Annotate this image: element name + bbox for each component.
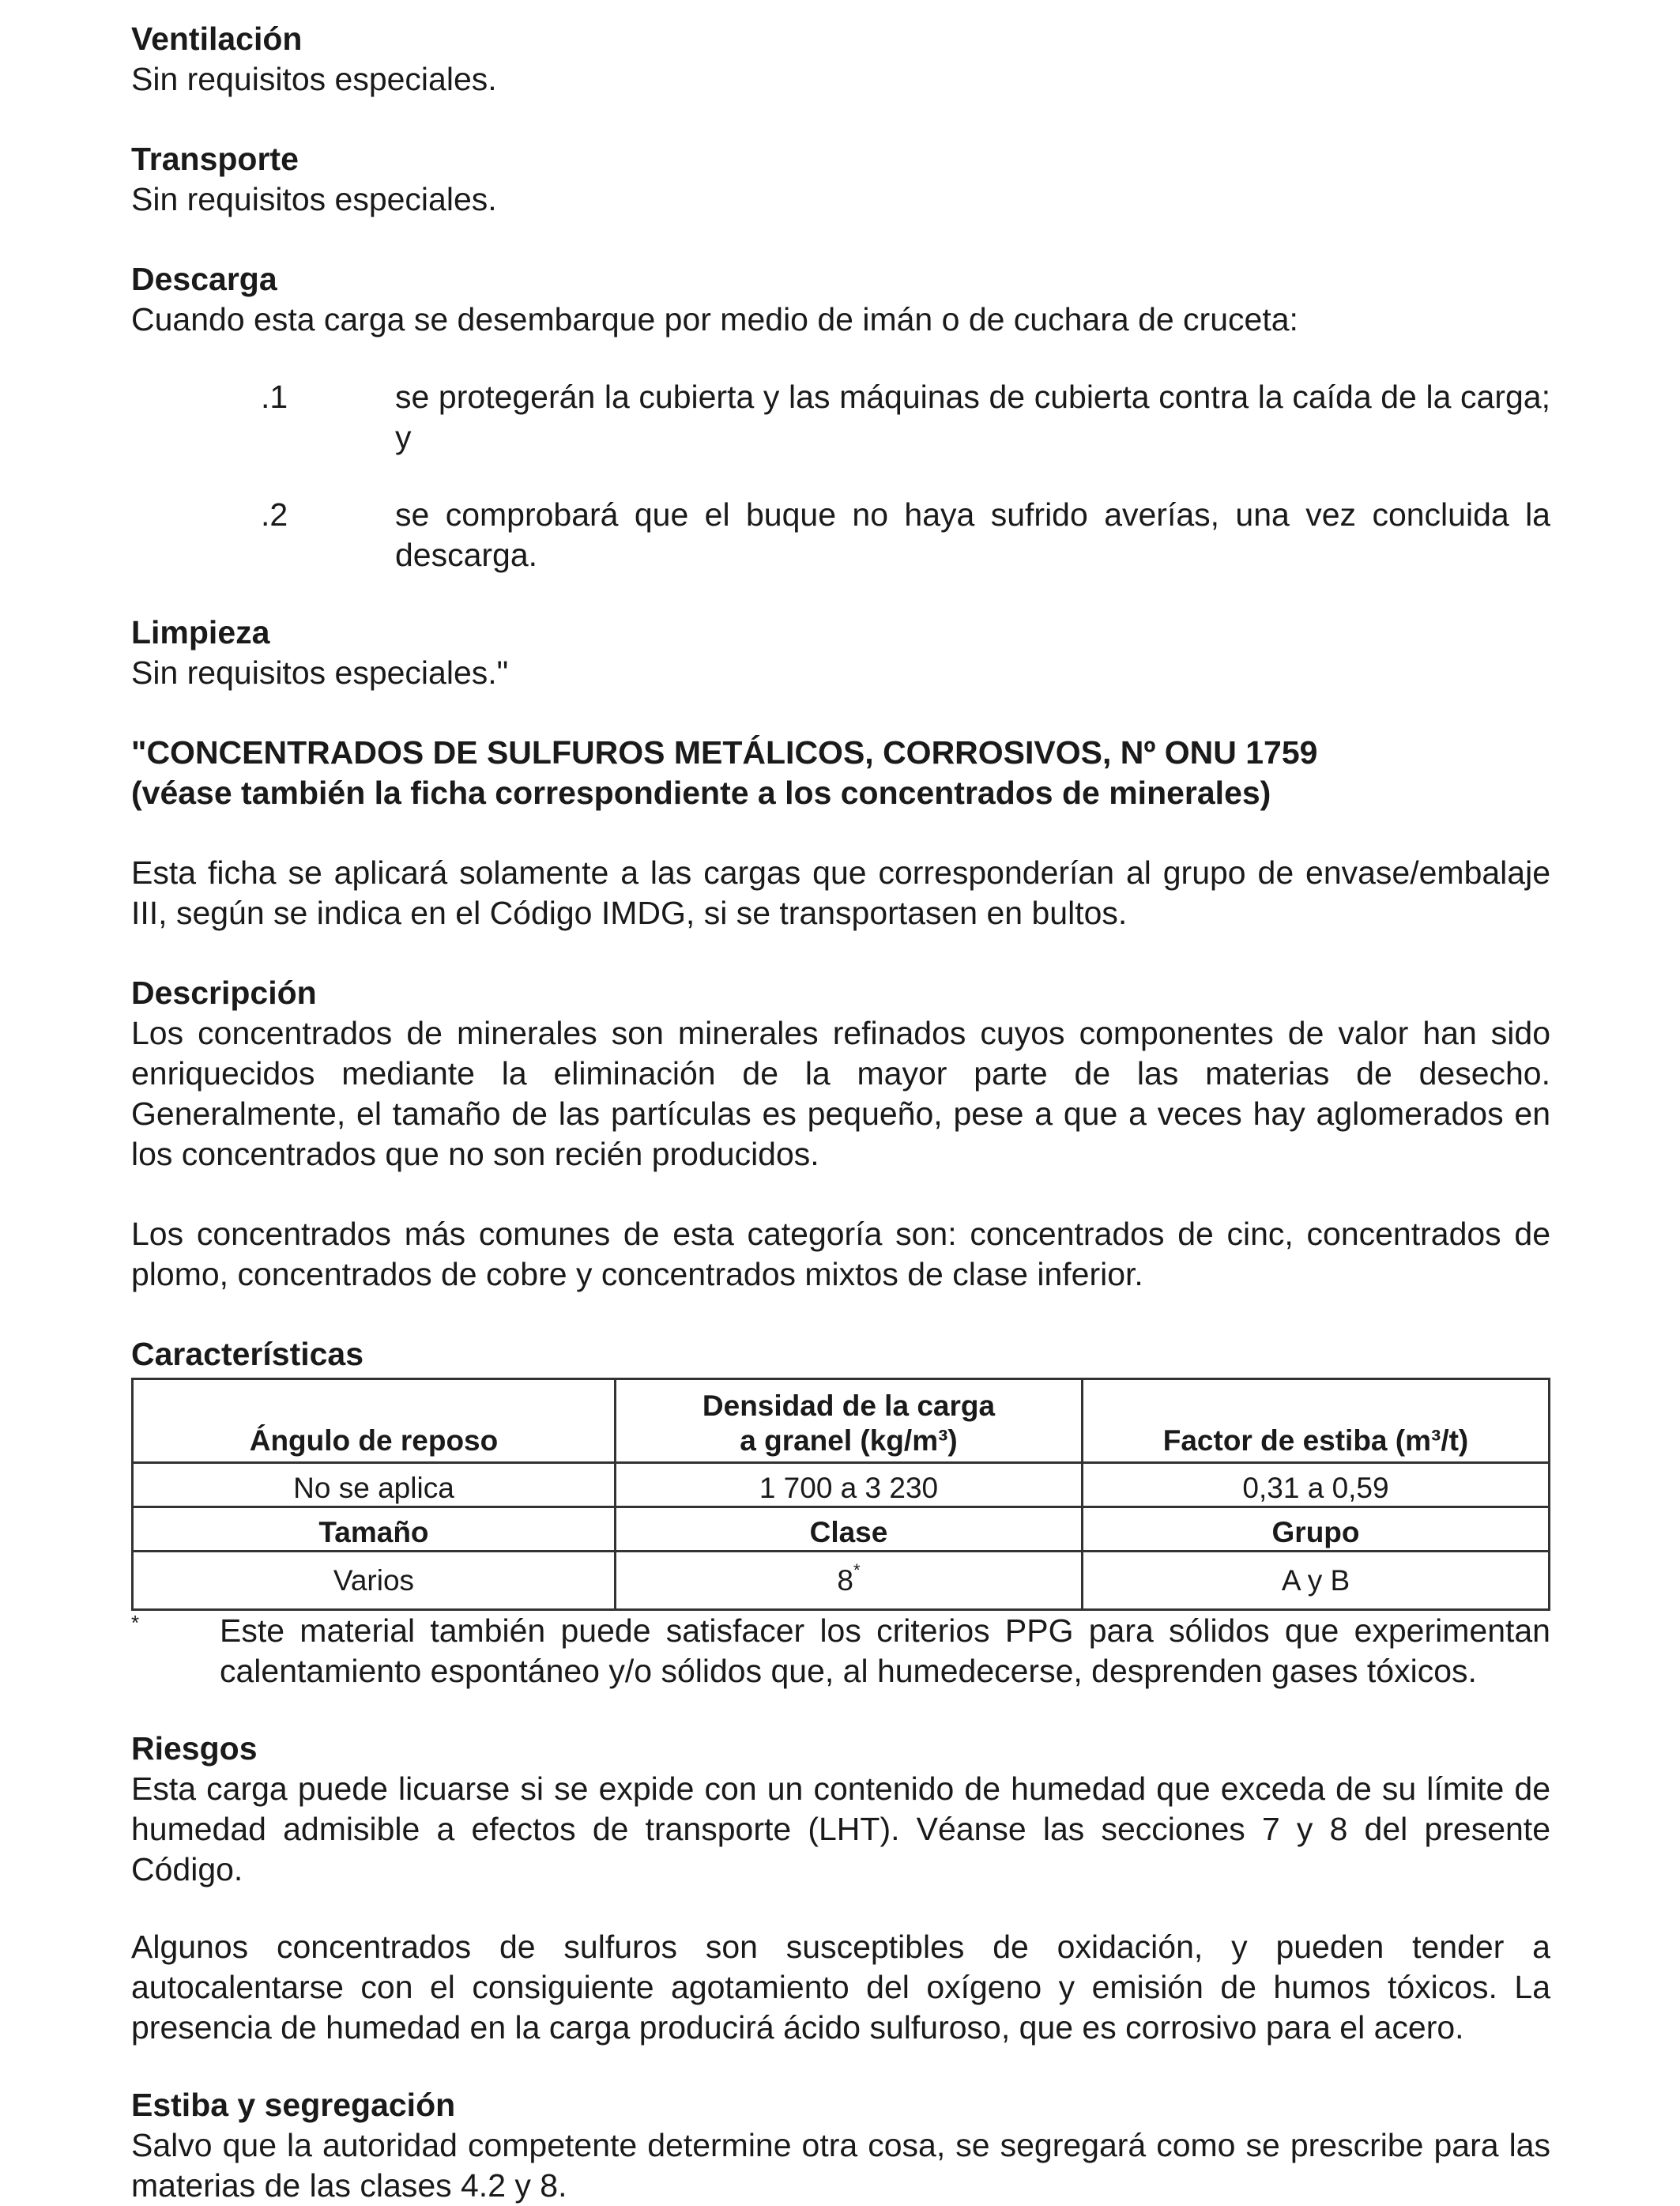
- transporte-text: Sin requisitos especiales.: [131, 181, 497, 217]
- limpieza-text: Sin requisitos especiales.": [131, 654, 509, 691]
- schedule-title-line2: (véase también la ficha correspondiente a los concentrados de minerales): [131, 775, 1271, 811]
- estiba-heading: Estiba y segregación: [131, 2087, 456, 2123]
- header-bulk-density: [615, 1379, 1082, 1463]
- table-row: [133, 1552, 1550, 1610]
- cell-stowage-factor: 0,31 a 0,59: [1083, 1463, 1550, 1507]
- descripcion-paragraph-2: Los concentrados más comunes de esta categoría son: concentrados de cinc, concentrados de plomo, concentrados de cobre y concentrados mixtos de clase inferior.: [131, 1216, 1550, 1292]
- item-number: .1: [261, 379, 288, 415]
- footnote-reference: *: [853, 1560, 861, 1581]
- header-angle-of-repose: Ángulo de reposo: [133, 1379, 616, 1463]
- header-size: Tamaño: [133, 1507, 616, 1552]
- ventilacion-heading: Ventilación: [131, 21, 303, 57]
- cell-class-value: 8: [837, 1563, 853, 1597]
- cell-bulk-density: 1 700 a 3 230: [615, 1463, 1082, 1507]
- riesgos-paragraph-2: Algunos concentrados de sulfuros son susceptibles de oxidación, y pueden tender a autocalentarse con el consiguiente agotamiento del oxígeno y emisión de humos tóxicos. La presencia de humedad en la carga producirá ácido sulfuroso, que es corrosivo para el acero.: [131, 1929, 1550, 2046]
- characteristics-table: [131, 1378, 1550, 1611]
- cell-angle-of-repose: No se aplica: [133, 1463, 616, 1507]
- applicability-text: Esta ficha se aplicará solamente a las cargas que corresponderían al grupo de envase/embalaje III, según se indica en el Código IMDG, si se transportasen en bultos.: [131, 854, 1550, 931]
- document-page: [131, 19, 1550, 2206]
- header-stowage-factor: Factor de estiba (m³/t): [1083, 1379, 1550, 1463]
- header-bulk-density-line2: a granel (kg/m³): [740, 1424, 958, 1457]
- cell-class: [615, 1552, 1082, 1610]
- header-class: Clase: [615, 1507, 1082, 1552]
- item-number: .2: [261, 496, 288, 533]
- header-bulk-density-line1: Densidad de la carga: [702, 1390, 996, 1422]
- table-footnote: [131, 1611, 1550, 1691]
- riesgos-paragraph-1: Esta carga puede licuarse si se expide con un contenido de humedad que exceda de su límite de humedad admisible a efectos de transporte (LHT). Véanse las secciones 7 y 8 del presente Código.: [131, 1770, 1550, 1887]
- ventilacion-text: Sin requisitos especiales.: [131, 61, 497, 97]
- descarga-intro: Cuando esta carga se desembarque por medio de imán o de cuchara de cruceta:: [131, 301, 1298, 337]
- item-text: se comprobará que el buque no haya sufrido averías, una vez concluida la descarga.: [395, 496, 1550, 573]
- footnote-text: Este material también puede satisfacer los criterios PPG para sólidos que experimentan calentamiento espontáneo y/o sólidos que, al humedecerse, desprenden gases tóxicos.: [220, 1612, 1550, 1689]
- footnote-mark: *: [131, 1611, 140, 1635]
- transporte-heading: Transporte: [131, 141, 299, 177]
- descripcion-heading: Descripción: [131, 975, 317, 1011]
- table-header-row: [133, 1379, 1550, 1463]
- descarga-heading: Descarga: [131, 261, 277, 297]
- limpieza-heading: Limpieza: [131, 614, 270, 650]
- descarga-item-1: [131, 377, 1550, 458]
- descripcion-paragraph-1: Los concentrados de minerales son minerales refinados cuyos componentes de valor han sido enriquecidos mediante la eliminación de la mayor parte de las materias de desecho. Generalmente, el tamaño de las partículas es pequeño, pese a que a veces hay aglomerados en los concentrados que no son recién producidos.: [131, 1015, 1550, 1172]
- descarga-item-2: [131, 495, 1550, 575]
- table-header-row: [133, 1507, 1550, 1552]
- table-row: [133, 1463, 1550, 1507]
- riesgos-heading: Riesgos: [131, 1730, 258, 1767]
- header-group: Grupo: [1083, 1507, 1550, 1552]
- cell-size: Varios: [133, 1552, 616, 1610]
- caracteristicas-heading: Características: [131, 1336, 364, 1372]
- schedule-title-line1: "CONCENTRADOS DE SULFUROS METÁLICOS, CORROSIVOS, Nº ONU 1759: [131, 734, 1318, 771]
- estiba-text: Salvo que la autoridad competente determine otra cosa, se segregará como se prescribe para las materias de las clases 4.2 y 8.: [131, 2127, 1550, 2204]
- cell-group: A y B: [1083, 1552, 1550, 1610]
- item-text: se protegerán la cubierta y las máquinas de cubierta contra la caída de la carga; y: [395, 379, 1550, 455]
